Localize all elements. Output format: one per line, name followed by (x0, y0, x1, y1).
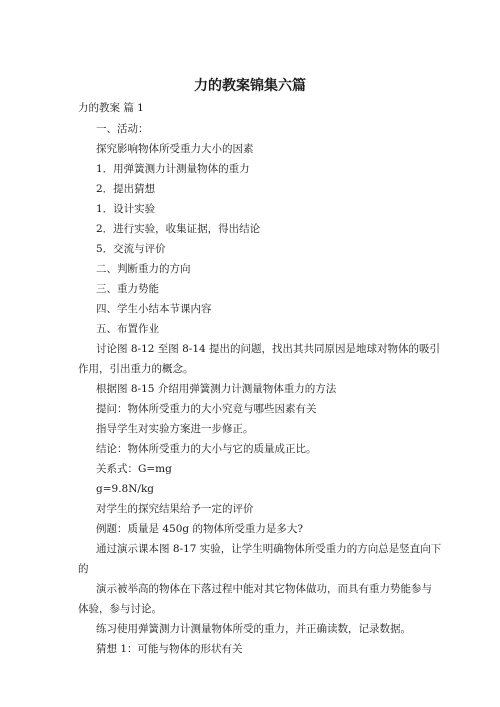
paragraph-line: 结论：物体所受重力的大小与它的质量成正比。 (96, 443, 317, 455)
paragraph-line: g=9.8N/kg (96, 483, 155, 495)
paragraph-line: 二、判断重力的方向 (96, 263, 191, 275)
paragraph-line: 体验，参与讨论。 (78, 603, 162, 615)
page-title: 力的教案锦集六篇 (194, 78, 306, 94)
paragraph-line: 2．进行实验，收集证据，得出结论 (96, 223, 261, 235)
paragraph-line: 探究影响物体所受重力大小的因素 (96, 143, 254, 155)
paragraph-line: 关系式：G=mg (96, 463, 172, 475)
paragraph-line: 5．交流与评价 (96, 243, 166, 255)
paragraph-line: 五、布置作业 (96, 323, 159, 335)
paragraph-line: 2．提出猜想 (96, 183, 156, 195)
paragraph-line: 作用，引出重力的概念。 (78, 363, 194, 375)
paragraph-line: 例题：质量是 450g 的物体所受重力是多大? (96, 523, 304, 535)
paragraph-line: 讨论图 8-12 至图 8-14 提出的问题，找出其共同原因是地球对物体的吸引 (96, 343, 441, 355)
paragraph-line: 1．用弹簧测力计测量物体的重力 (96, 163, 250, 175)
paragraph-line: 指导学生对实验方案进一步修正。 (96, 423, 254, 435)
paragraph-line: 通过演示课本图 8-17 实验，让学生明确物体所受重力的方向总是竖直向下 (96, 543, 442, 555)
paragraph-line: 猜想 1：可能与物体的形状有关 (96, 643, 243, 655)
paragraph-line: 三、重力势能 (96, 283, 159, 295)
paragraph-line: 一、活动： (96, 123, 149, 135)
paragraph-line: 1．设计实验 (96, 203, 156, 215)
paragraph-line: 根据图 8-15 介绍用弹簧测力计测量物体重力的方法 (96, 383, 337, 395)
paragraph-line: 练习使用弹簧测力计测量物体所受的重力，并正确读数，记录数据。 (96, 623, 411, 635)
paragraph-line: 对学生的探究结果给予一定的评价 (96, 503, 254, 515)
paragraph-line: 提问：物体所受重力的大小究竟与哪些因素有关 (96, 403, 317, 415)
paragraph-line: 演示被举高的物体在下落过程中能对其它物体做功，而具有重力势能参与 (96, 583, 432, 595)
paragraph-line: 的 (78, 563, 89, 575)
section-heading: 力的教案 篇 1 (78, 102, 144, 114)
paragraph-line: 四、学生小结本节课内容 (96, 303, 212, 315)
